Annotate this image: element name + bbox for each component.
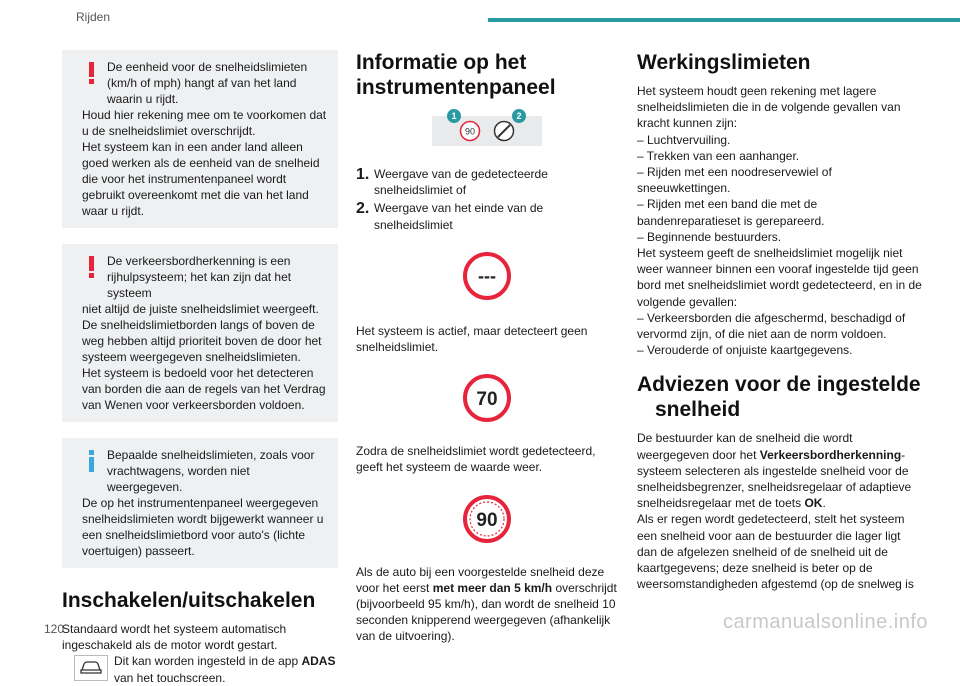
info-box-trucks xyxy=(62,438,338,568)
paragraph-adas: Dit kan worden ingesteld in de app ADAS van het touchscreen. xyxy=(114,654,336,685)
sign-90-blinking xyxy=(356,494,618,544)
instrument-panel-illustration xyxy=(432,111,542,146)
list-item: 1. Weergave van de gedetecteerde snelheidslimiet of xyxy=(356,166,548,198)
callout-badge-2: 2 xyxy=(512,109,526,123)
column-middle xyxy=(356,50,618,645)
paragraph-advice: De bestuurder kan de snelheid die wordt weergegeven door het Verkeersbordherkenning-systeem selecteren als ingestelde snelheid voor de snelheidsbegrenzer, snelheidsregelaar of adaptieve snelheidsregelaar met de toets OK. xyxy=(637,431,912,511)
end-of-limit-icon xyxy=(493,120,515,142)
heading-advice: Adviezen voor de ingestelde snelheid xyxy=(637,373,921,422)
header-accent-bar xyxy=(488,18,960,22)
paragraph-default: Standaard wordt het systeem automatisch ingeschakeld als de motor wordt gestart. xyxy=(62,622,287,653)
speed-limit-sign-icon xyxy=(459,120,481,142)
paragraph-limits: Het systeem houdt geen rekening met lagere snelheidslimieten die in de volgende gevallen van kracht kunnen zijn: – Luchtvervuiling. – Trekken van een aanhanger. – Rijden met een noodreservewiel of sneeuwkettingen. – Rijden met een band die met de bandenreparatieset is gerepareerd. – Beginnende bestuurders. Het systeem geeft de snelheidslimiet mogelijk niet weer wanneer binnen een vooraf ingestelde tijd geen bord met snelheidslimiet wordt gedetecteerd, en in de volgende gevallen: – Verkeersborden die afgeschermd, beschadigd of vervormd zijn, of die niet aan de norm voldoen. – Verouderde of onjuiste kaartgegevens. xyxy=(637,84,922,358)
heading-activate: Inschakelen/uitschakelen xyxy=(62,589,316,612)
callout-badge-1: 1 xyxy=(447,109,461,123)
warning-box-recognition xyxy=(62,244,338,422)
warning-text: Houd hier rekening mee om te voorkomen dat u de snelheidslimiet overschrijdt. Het systeem kan in een ander land alleen goed werken als de eenheid van de snelheid die voor het instrumentenpaneel wordt gebruikt overeenkomt met die van het land waar u rijdt. xyxy=(82,108,327,218)
column-right xyxy=(637,50,922,592)
no-limit-sign xyxy=(356,251,618,301)
warning-text: niet altijd de juiste snelheidslimiet weergeeft. De snelheidslimietborden langs of boven de weg hebben altijd prioriteit boven de door het systeem weergegeven snelheidslimieten. Het systeem is bedoeld voor het detecteren van borden die aan de regels van het Verdrag van Wenen voor verkeersborden voldoen. xyxy=(82,302,326,412)
warning-icon xyxy=(88,256,94,278)
section-header: Rijden xyxy=(76,10,111,24)
paragraph-detect: Zodra de snelheidslimiet wordt gedetecteerd, geeft het systeem de waarde weer. xyxy=(356,444,596,475)
car-icon xyxy=(74,655,108,681)
paragraph-active: Het systeem is actief, maar detecteert geen snelheidslimiet. xyxy=(356,323,588,355)
column-left xyxy=(62,50,338,686)
info-icon xyxy=(88,450,94,472)
paragraph-rain: Als er regen wordt gedetecteerd, stelt het systeem een snelheid voor aan de bestuurder die lager ligt dan de afgelezen snelheid of de snelheid uit de kaartgegevens; deze snelheid is beter op de weersomstandigheden afgestemd (op de snelweg is xyxy=(637,512,914,592)
watermark: carmanualsonline.info xyxy=(722,611,928,633)
heading-instrument-info: Informatie op het instrumentenpaneel xyxy=(356,51,556,99)
no-limit-sign-icon xyxy=(462,251,512,301)
adas-setting-row xyxy=(62,655,338,685)
svg-text:70: 70 xyxy=(476,389,498,411)
warning-text-first: De verkeersbordherkenning is een rijhulpsysteem; het kan zijn dat het systeem xyxy=(107,254,292,300)
speed-limit-70-icon xyxy=(462,373,512,423)
list-item: 2. Weergave van het einde van de snelheidslimiet xyxy=(356,200,544,232)
svg-text:---: --- xyxy=(478,265,496,286)
svg-text:90: 90 xyxy=(476,509,498,531)
svg-text:90: 90 xyxy=(464,126,476,137)
info-text-first: Bepaalde snelheidslimieten, zoals voor vrachtwagens, worden niet weergegeven. xyxy=(107,448,315,494)
page-number: 120 xyxy=(44,622,65,636)
sign-70 xyxy=(356,373,618,423)
heading-limits: Werkingslimieten xyxy=(637,51,811,74)
warning-box-units xyxy=(62,50,338,228)
warning-text-first: De eenheid voor de snelheidslimieten (km/h of mph) hangt af van het land waarin u rijdt. xyxy=(107,60,308,106)
speed-limit-90-blink-icon xyxy=(462,494,512,544)
info-text: De op het instrumentenpaneel weergegeven snelheidslimieten wordt bijgewerkt wanneer u een snelheidslimietbord voor auto's (lichte voertuigen) passeert. xyxy=(82,496,324,558)
paragraph-blink: Als de auto bij een voorgestelde snelheid deze voor het eerst met meer dan 5 km/h overschrijdt (bijvoorbeeld 95 km/h), dan wordt de snelheid 10 seconden knipperend weergegeven (afhankelijk van de uitvoering). xyxy=(356,564,617,644)
warning-icon xyxy=(88,62,94,84)
